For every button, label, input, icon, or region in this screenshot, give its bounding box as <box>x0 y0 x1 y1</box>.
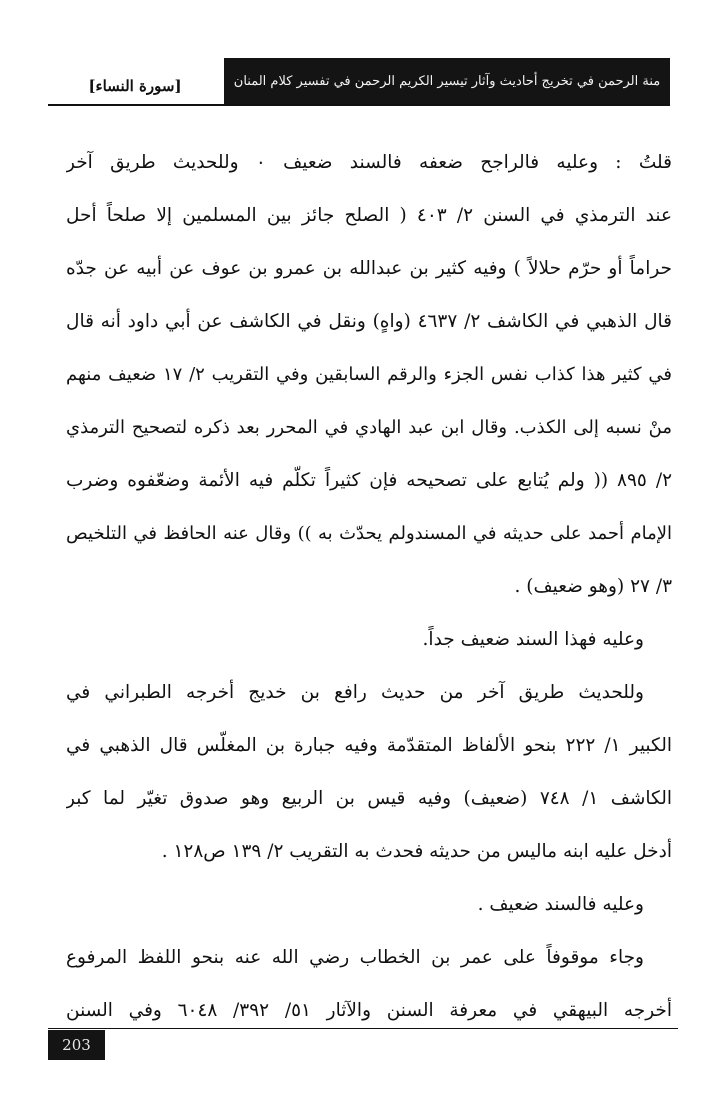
text-line: ٢/ ٨٩٥ (( ولم يُتابع على تصحيحه فإن كثيراً تكلّم فيه الأئمة وضعّفوه وضرب <box>66 470 672 491</box>
text-line: الإمام أحمد على حديثه في المسندولم يحدّث به )) وقال عنه الحافظ في التلخيص <box>66 523 672 544</box>
header-divider <box>48 104 670 106</box>
text-line: أدخل عليه ابنه ماليس من حديثه فحدث به التقريب ٢/ ١٣٩ ص١٢٨ . <box>161 841 672 862</box>
text-line: عند الترمذي في السنن ٢/ ٤٠٣ ( الصلح جائز بين المسلمين إلا صلحاً أحل <box>66 205 672 226</box>
text-line: أخرجه البيهقي في معرفة السنن والآثار ٥١/ ٣٩٢/ ٦٠٤٨ وفي السنن <box>66 1000 672 1021</box>
text-line: الكاشف ١/ ٧٤٨ (ضعيف) وفيه قيس بن الربيع وهو صدوق تغيّر لما كبر <box>66 788 672 809</box>
text-line: ٣/ ٢٧ (وهو ضعيف) . <box>514 576 672 597</box>
text-line: وجاء موقوفاً على عمر بن الخطاب رضي الله عنه بنحو اللفظ المرفوع <box>66 947 644 968</box>
book-title-banner <box>224 58 670 104</box>
text-line: وللحديث طريق آخر من حديث رافع بن خديج أخرجه الطبراني في <box>66 682 644 703</box>
text-line: قال الذهبي في الكاشف ٢/ ٤٦٣٧ (واهٍ) ونقل في الكاشف عن أبي داود أنه قال <box>66 311 672 332</box>
footer-divider <box>48 1028 678 1029</box>
page-body <box>66 136 672 1037</box>
text-line: منْ نسبه إلى الكذب. وقال ابن عبد الهادي في المحرر بعد ذكره لتصحيح الترمذي <box>66 417 672 438</box>
page-number: 203 <box>48 1030 105 1060</box>
surah-label: [سورة النساء] <box>88 77 182 95</box>
text-line: في كثير هذا كذاب نفس الجزء والرقم السابقين وفي التقريب ٢/ ١٧ ضعيف منهم <box>66 364 672 385</box>
text-line: وعليه فهذا السند ضعيف جداً. <box>422 629 644 650</box>
text-line: الكبير ١/ ٢٢٢ بنحو الألفاظ المتقدّمة وفيه جبارة بن المغلّس قال الذهبي في <box>66 735 672 756</box>
book-title: منة الرحمن في تخريج أحاديث وآثار تيسير الكريم الرحمن في تفسير كلام المنان <box>233 73 661 89</box>
text-line: قلتُ : وعليه فالراجح ضعفه فالسند ضعيف ٠ وللحديث طريق آخر <box>66 152 672 173</box>
text-line: حراماً أو حرّم حلالاً ) وفيه كثير بن عبدالله بن عمرو بن عوف عن أبيه عن جدّه <box>66 258 672 279</box>
text-line: وعليه فالسند ضعيف . <box>477 894 644 915</box>
